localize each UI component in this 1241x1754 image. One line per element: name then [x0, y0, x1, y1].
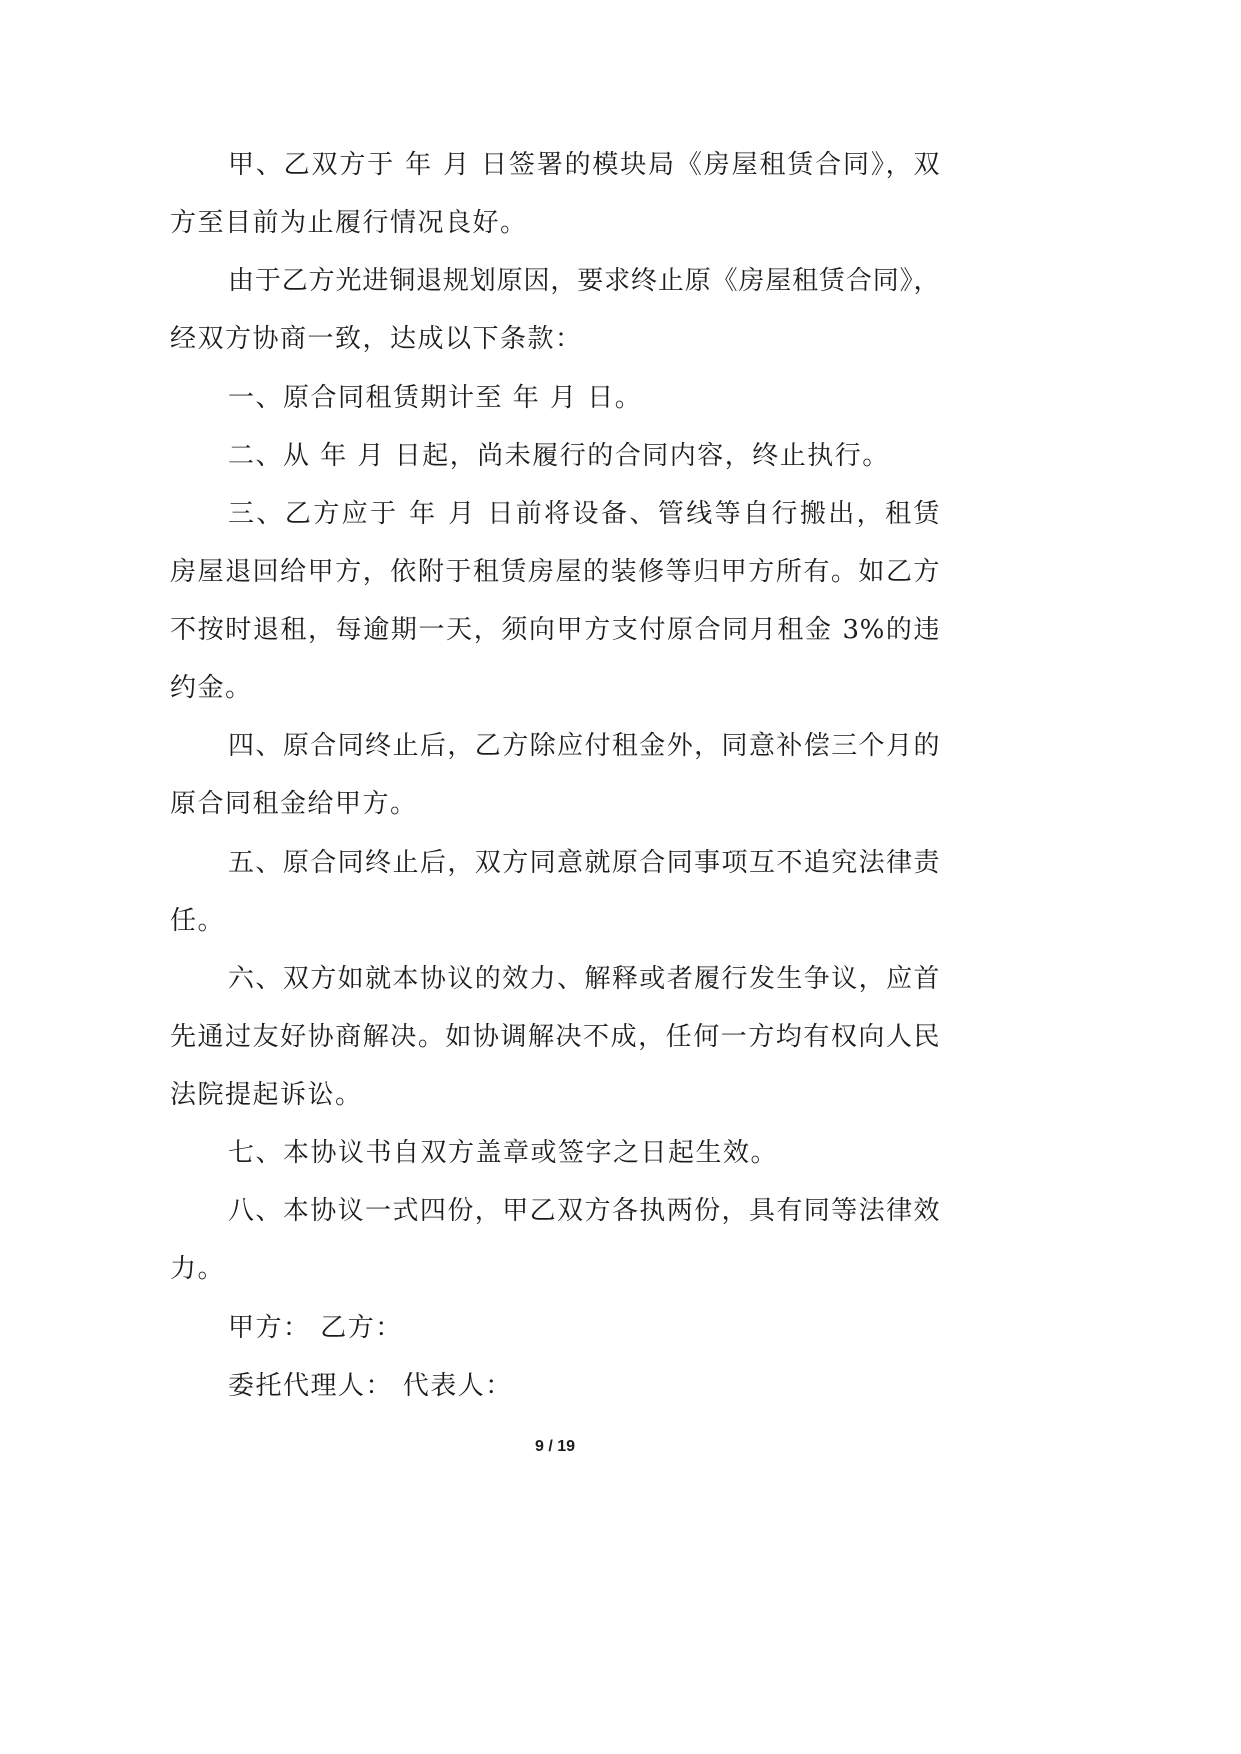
page-number: 9 / 19	[534, 1438, 576, 1455]
clause-line: 三、乙方应于 年 月 日前将设备、管线等自行搬出，租赁	[228, 498, 940, 529]
clause-line: 原合同租金给甲方。	[170, 789, 418, 820]
document-body	[170, 136, 940, 1415]
paragraph-line: 甲、乙双方于 年 月 日签署的模块局《房屋租赁合同》，双	[228, 150, 940, 180]
clause-line: 房屋退回给甲方，依附于租赁房屋的装修等归甲方所有。如乙方	[170, 556, 940, 587]
clause-line: 八、本协议一式四份，甲乙双方各执两份，具有同等法律效	[228, 1196, 940, 1227]
clause-line: 七、本协议书自双方盖章或签字之日起生效。	[228, 1138, 779, 1169]
clause-line: 约金。	[170, 673, 253, 704]
clause-line: 任。	[170, 905, 226, 936]
clause-line: 先通过友好协商解决。如协调解决不成，任何一方均有权向人民	[170, 1021, 940, 1052]
clause-line: 法院提起诉讼。	[170, 1080, 363, 1110]
clause-line: 四、原合同终止后，乙方除应付租金外，同意补偿三个月的	[228, 731, 940, 762]
clause-line: 力。	[170, 1254, 226, 1285]
paragraph-line: 方至目前为止履行情况良好。	[170, 208, 528, 239]
clause-line: 二、从 年 月 日起，尚未履行的合同内容，终止执行。	[228, 440, 890, 471]
clause-line: 六、双方如就本协议的效力、解释或者履行发生争议，应首	[228, 963, 940, 994]
clause-line: 一、原合同租赁期计至 年 月 日。	[228, 382, 643, 413]
signature-agents-line: 委托代理人： 代表人：	[228, 1370, 513, 1401]
clause-line: 五、原合同终止后，双方同意就原合同事项互不追究法律责	[228, 847, 940, 878]
paragraph-line: 经双方协商一致，达成以下条款：	[170, 324, 583, 355]
paragraph-line: 由于乙方光进铜退规划原因，要求终止原《房屋租赁合同》，	[228, 266, 940, 297]
signature-parties-line: 甲方： 乙方：	[228, 1312, 403, 1343]
clause-line: 不按时退租，每逾期一天，须向甲方支付原合同月租金 3%的违	[170, 615, 940, 645]
